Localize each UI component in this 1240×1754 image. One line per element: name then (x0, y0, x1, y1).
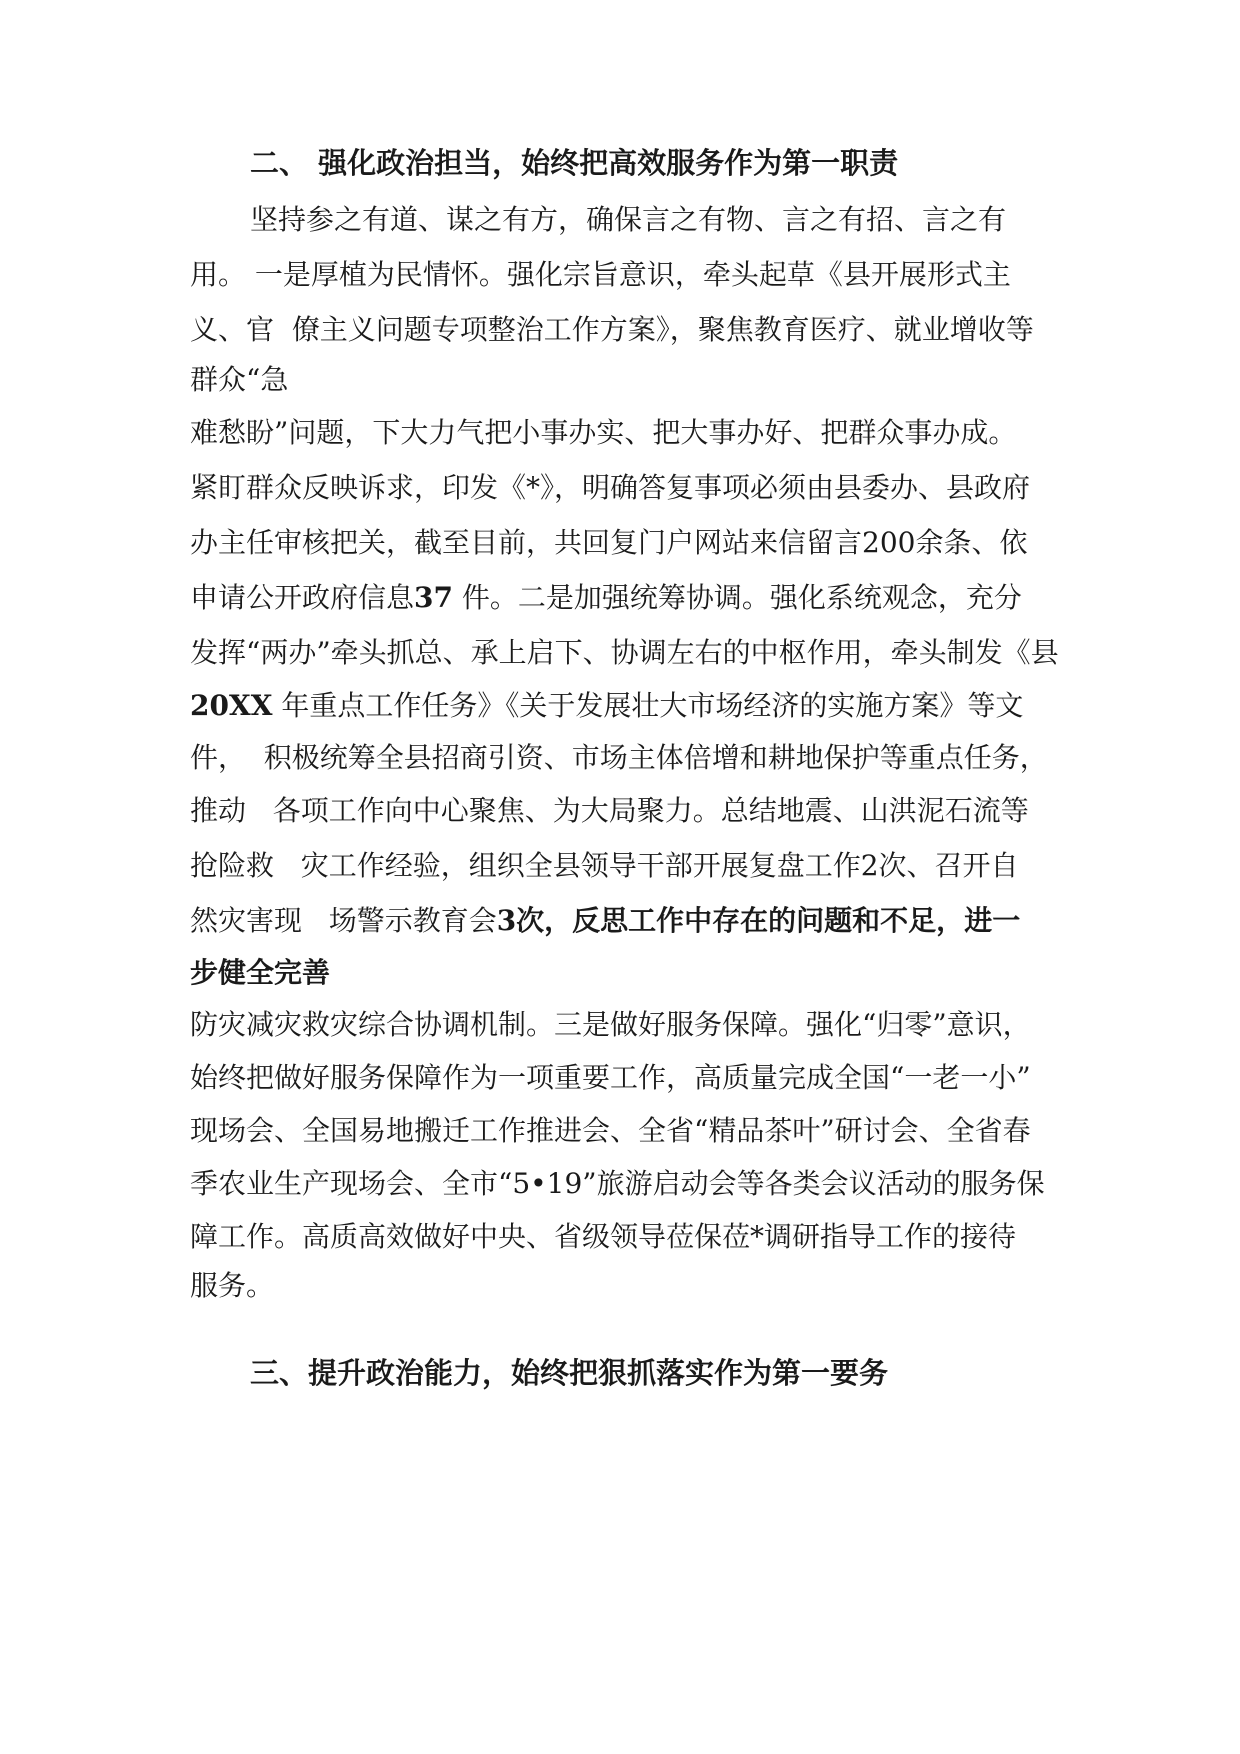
text-run: 申请公开政府信息 (190, 581, 415, 614)
paragraph-line: 群众“急 (190, 363, 289, 396)
text-run: 年重点工作任务》《关于发展壮大市场经济的实施方案》等文 (272, 689, 1024, 722)
paragraph-line: 坚持参之有道、谋之有方，确保言之有物、言之有招、言之有 (250, 203, 1007, 236)
paragraph-line: 防灾减灾救灾综合协调机制。三是做好服务保障。强化“归零”意识， (190, 1008, 1031, 1041)
paragraph-line (190, 580, 1090, 616)
paragraph-line: 始终把做好服务保障作为一项重要工作，高质量完成全国“一老一小” (190, 1061, 1031, 1094)
paragraph-line (190, 688, 1090, 724)
text-run: 件。二是加强统筹协调。强化系统观念，充分 (452, 581, 1022, 614)
paragraph-line: 紧盯群众反映诉求，印发《*》，明确答复事项必须由县委办、县政府 (190, 471, 1031, 504)
paragraph-line-bold: 步健全完善 (190, 956, 331, 989)
paragraph-line: 发挥“两办”牵头抓总、承上启下、协调左右的中枢作用，牵头制发《县 (190, 636, 1059, 669)
paragraph-line: 义、官 僚主义问题专项整治工作方案》，聚焦教育医疗、就业增收等 (190, 313, 1034, 346)
paragraph-line: 难愁盼”问题，下大力气把小事办实、把大事办好、把群众事办成。 (190, 416, 1017, 449)
paragraph-line: 抢险救 灾工作经验，组织全县领导干部开展复盘工作2次、召开自 (190, 849, 1019, 882)
bold-year: 20XX (190, 689, 273, 722)
bold-text-run: 3次，反思工作中存在的问题和不足，进一 (496, 904, 1021, 937)
paragraph-line: 服务。 (190, 1269, 275, 1302)
paragraph-line: 用。 一是厚植为民情怀。强化宗旨意识，牵头起草《县开展形式主 (190, 258, 1011, 291)
paragraph-line: 现场会、全国易地搬迁工作推进会、全省“精品茶叶”研讨会、全省春 (190, 1114, 1031, 1147)
paragraph-line: 季农业生产现场会、全市“5•19”旅游启动会等各类会议活动的服务保 (190, 1167, 1045, 1200)
paragraph-line: 件， 积极统筹全县招商引资、市场主体倍增和耕地保护等重点任务， (190, 741, 1048, 774)
text-run: 然灾害现 场警示教育会 (190, 904, 497, 937)
paragraph-line: 障工作。高质高效做好中央、省级领导莅保莅*调研指导工作的接待 (190, 1220, 1017, 1253)
paragraph-line: 推动 各项工作向中心聚焦、为大局聚力。总结地震、山洪泥石流等 (190, 794, 1029, 827)
section-heading-3: 三、提升政治能力，始终把狠抓落实作为第一要务 (250, 1356, 889, 1390)
bold-number: 37 (414, 581, 453, 614)
section-heading-2: 二、 强化政治担当，始终把高效服务作为第一职责 (250, 146, 899, 180)
paragraph-line: 办主任审核把关，截至目前，共回复门户网站来信留言200余条、依 (190, 526, 1028, 559)
paragraph-line (190, 903, 1090, 939)
